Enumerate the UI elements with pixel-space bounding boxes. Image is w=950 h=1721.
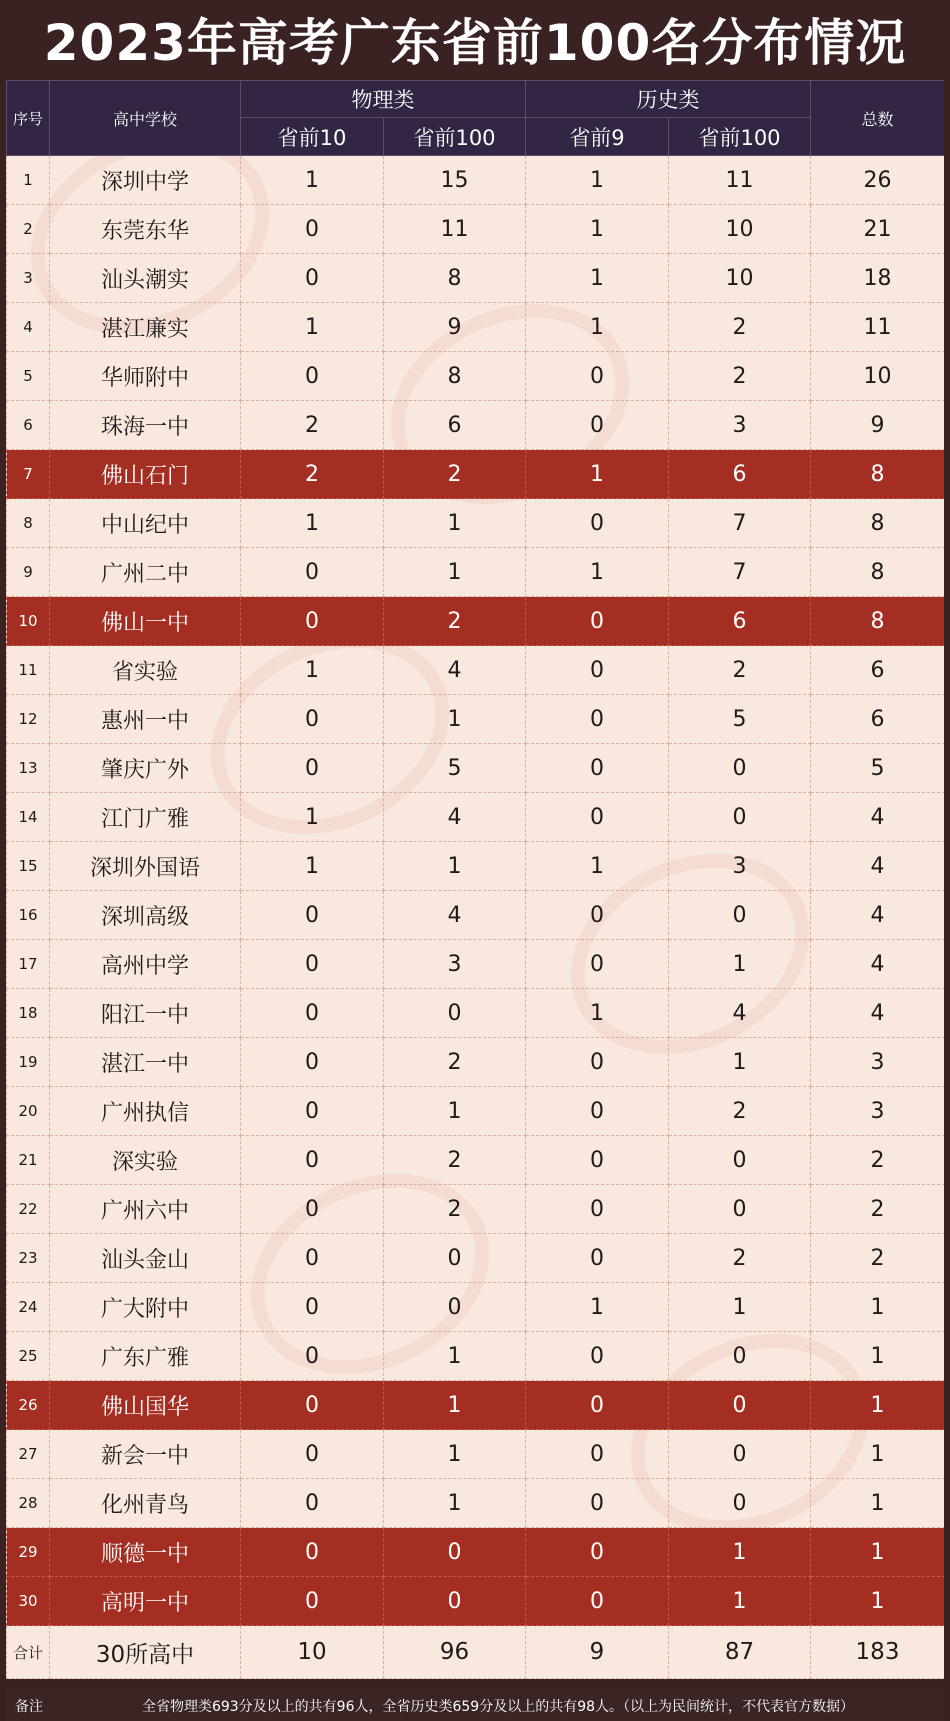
school-name: 湛江廉实 xyxy=(50,303,241,352)
header-hist-top100: 省前100 xyxy=(669,118,811,156)
physics-top100-count: 8 xyxy=(384,352,526,401)
table-row xyxy=(7,1136,945,1185)
table-row xyxy=(7,352,945,401)
school-name: 佛山国华 xyxy=(50,1381,241,1430)
row-index: 21 xyxy=(7,1136,50,1185)
table-row xyxy=(7,156,945,205)
history-top9-count: 0 xyxy=(526,1528,669,1577)
physics-top100-count: 2 xyxy=(384,1136,526,1185)
history-top100-count: 0 xyxy=(669,1381,811,1430)
physics-top100-count: 0 xyxy=(384,1528,526,1577)
school-name: 深圳高级 xyxy=(50,891,241,940)
physics-top100-count: 1 xyxy=(384,695,526,744)
totals-history-top9-count: 9 xyxy=(526,1626,669,1679)
physics-top100-count: 4 xyxy=(384,793,526,842)
history-top100-count: 11 xyxy=(669,156,811,205)
physics-top100-count: 0 xyxy=(384,989,526,1038)
total-count: 1 xyxy=(811,1283,945,1332)
physics-top10-count: 0 xyxy=(241,1430,384,1479)
table-row xyxy=(7,1283,945,1332)
page-title: 2023年高考广东省前100名分布情况 xyxy=(0,0,950,78)
row-index: 26 xyxy=(7,1381,50,1430)
total-count: 1 xyxy=(811,1381,945,1430)
totals-school-name: 30所高中 xyxy=(50,1626,241,1679)
physics-top100-count: 1 xyxy=(384,1087,526,1136)
physics-top100-count: 11 xyxy=(384,205,526,254)
history-top100-count: 3 xyxy=(669,842,811,891)
history-top9-count: 0 xyxy=(526,1185,669,1234)
history-top100-count: 10 xyxy=(669,205,811,254)
history-top100-count: 7 xyxy=(669,548,811,597)
row-index: 30 xyxy=(7,1577,50,1626)
history-top9-count: 1 xyxy=(526,205,669,254)
school-name: 广州二中 xyxy=(50,548,241,597)
history-top9-count: 0 xyxy=(526,744,669,793)
physics-top10-count: 2 xyxy=(241,401,384,450)
total-count: 2 xyxy=(811,1136,945,1185)
physics-top10-count: 0 xyxy=(241,597,384,646)
header-physics: 物理类 xyxy=(241,81,526,118)
school-name: 湛江一中 xyxy=(50,1038,241,1087)
row-index: 12 xyxy=(7,695,50,744)
table-row xyxy=(7,891,945,940)
totals-physics-top10-count: 10 xyxy=(241,1626,384,1679)
footnote-label: 备注 xyxy=(15,1698,43,1715)
row-index: 17 xyxy=(7,940,50,989)
row-index: 22 xyxy=(7,1185,50,1234)
total-count: 1 xyxy=(811,1430,945,1479)
history-top9-count: 0 xyxy=(526,793,669,842)
total-count: 18 xyxy=(811,254,945,303)
table-row xyxy=(7,1038,945,1087)
school-name: 中山纪中 xyxy=(50,499,241,548)
total-count: 1 xyxy=(811,1479,945,1528)
history-top100-count: 4 xyxy=(669,989,811,1038)
ranking-table xyxy=(6,80,944,1679)
total-count: 1 xyxy=(811,1528,945,1577)
total-count: 10 xyxy=(811,352,945,401)
row-index: 11 xyxy=(7,646,50,695)
table-row xyxy=(7,548,945,597)
total-count: 21 xyxy=(811,205,945,254)
school-name: 深圳外国语 xyxy=(50,842,241,891)
total-count: 11 xyxy=(811,303,945,352)
table-row xyxy=(7,499,945,548)
table-row xyxy=(7,1234,945,1283)
total-count: 3 xyxy=(811,1038,945,1087)
school-name: 深圳中学 xyxy=(50,156,241,205)
row-index: 13 xyxy=(7,744,50,793)
total-count: 8 xyxy=(811,597,945,646)
physics-top10-count: 0 xyxy=(241,548,384,597)
physics-top10-count: 0 xyxy=(241,352,384,401)
history-top9-count: 1 xyxy=(526,548,669,597)
table-row xyxy=(7,744,945,793)
history-top100-count: 0 xyxy=(669,891,811,940)
history-top100-count: 1 xyxy=(669,1528,811,1577)
row-index: 27 xyxy=(7,1430,50,1479)
history-top9-count: 1 xyxy=(526,303,669,352)
total-count: 8 xyxy=(811,450,945,499)
physics-top100-count: 2 xyxy=(384,1185,526,1234)
school-name: 广州执信 xyxy=(50,1087,241,1136)
history-top100-count: 2 xyxy=(669,1087,811,1136)
physics-top10-count: 0 xyxy=(241,254,384,303)
row-index: 10 xyxy=(7,597,50,646)
row-index: 4 xyxy=(7,303,50,352)
total-count: 1 xyxy=(811,1577,945,1626)
total-count: 2 xyxy=(811,1234,945,1283)
history-top9-count: 0 xyxy=(526,940,669,989)
row-index: 29 xyxy=(7,1528,50,1577)
physics-top10-count: 0 xyxy=(241,1038,384,1087)
history-top9-count: 0 xyxy=(526,1381,669,1430)
header-history: 历史类 xyxy=(526,81,811,118)
physics-top100-count: 2 xyxy=(384,1038,526,1087)
history-top9-count: 0 xyxy=(526,1087,669,1136)
history-top9-count: 0 xyxy=(526,1234,669,1283)
physics-top10-count: 0 xyxy=(241,1577,384,1626)
physics-top100-count: 4 xyxy=(384,891,526,940)
history-top100-count: 6 xyxy=(669,597,811,646)
table-row xyxy=(7,695,945,744)
physics-top10-count: 1 xyxy=(241,646,384,695)
physics-top10-count: 0 xyxy=(241,744,384,793)
physics-top100-count: 2 xyxy=(384,597,526,646)
history-top100-count: 0 xyxy=(669,1332,811,1381)
physics-top100-count: 9 xyxy=(384,303,526,352)
row-index: 28 xyxy=(7,1479,50,1528)
history-top100-count: 0 xyxy=(669,1479,811,1528)
physics-top10-count: 1 xyxy=(241,156,384,205)
physics-top100-count: 1 xyxy=(384,1430,526,1479)
history-top9-count: 1 xyxy=(526,156,669,205)
total-count: 4 xyxy=(811,793,945,842)
ranking-table-container xyxy=(6,80,944,1679)
history-top100-count: 2 xyxy=(669,646,811,695)
row-index: 18 xyxy=(7,989,50,1038)
total-count: 26 xyxy=(811,156,945,205)
header-hist-top9: 省前9 xyxy=(526,118,669,156)
physics-top10-count: 1 xyxy=(241,303,384,352)
row-index: 2 xyxy=(7,205,50,254)
school-name: 江门广雅 xyxy=(50,793,241,842)
history-top9-count: 1 xyxy=(526,989,669,1038)
physics-top100-count: 1 xyxy=(384,548,526,597)
physics-top10-count: 0 xyxy=(241,1283,384,1332)
physics-top100-count: 1 xyxy=(384,1381,526,1430)
physics-top10-count: 1 xyxy=(241,499,384,548)
physics-top10-count: 0 xyxy=(241,1136,384,1185)
school-name: 阳江一中 xyxy=(50,989,241,1038)
physics-top10-count: 0 xyxy=(241,1332,384,1381)
history-top100-count: 2 xyxy=(669,1234,811,1283)
physics-top100-count: 6 xyxy=(384,401,526,450)
table-row xyxy=(7,450,945,499)
history-top9-count: 0 xyxy=(526,1430,669,1479)
total-count: 6 xyxy=(811,646,945,695)
row-index: 9 xyxy=(7,548,50,597)
row-index: 24 xyxy=(7,1283,50,1332)
table-row xyxy=(7,646,945,695)
history-top100-count: 5 xyxy=(669,695,811,744)
school-name: 珠海一中 xyxy=(50,401,241,450)
physics-top100-count: 15 xyxy=(384,156,526,205)
school-name: 华师附中 xyxy=(50,352,241,401)
school-name: 汕头潮实 xyxy=(50,254,241,303)
total-count: 9 xyxy=(811,401,945,450)
row-index: 3 xyxy=(7,254,50,303)
history-top9-count: 0 xyxy=(526,1332,669,1381)
table-row xyxy=(7,254,945,303)
table-row xyxy=(7,1577,945,1626)
physics-top10-count: 0 xyxy=(241,989,384,1038)
row-index: 23 xyxy=(7,1234,50,1283)
table-row xyxy=(7,597,945,646)
total-count: 1 xyxy=(811,1332,945,1381)
history-top100-count: 7 xyxy=(669,499,811,548)
history-top100-count: 0 xyxy=(669,744,811,793)
row-index: 16 xyxy=(7,891,50,940)
physics-top10-count: 1 xyxy=(241,842,384,891)
school-name: 化州青鸟 xyxy=(50,1479,241,1528)
physics-top10-count: 0 xyxy=(241,1479,384,1528)
table-row xyxy=(7,1430,945,1479)
history-top9-count: 1 xyxy=(526,1283,669,1332)
table-row xyxy=(7,793,945,842)
table-row xyxy=(7,1381,945,1430)
school-name: 顺德一中 xyxy=(50,1528,241,1577)
physics-top10-count: 0 xyxy=(241,205,384,254)
history-top100-count: 0 xyxy=(669,793,811,842)
history-top100-count: 10 xyxy=(669,254,811,303)
total-count: 4 xyxy=(811,989,945,1038)
history-top9-count: 1 xyxy=(526,254,669,303)
total-count: 8 xyxy=(811,548,945,597)
total-count: 6 xyxy=(811,695,945,744)
physics-top10-count: 1 xyxy=(241,793,384,842)
history-top100-count: 2 xyxy=(669,303,811,352)
total-count: 2 xyxy=(811,1185,945,1234)
school-name: 高明一中 xyxy=(50,1577,241,1626)
history-top100-count: 0 xyxy=(669,1430,811,1479)
history-top9-count: 0 xyxy=(526,499,669,548)
history-top9-count: 0 xyxy=(526,1038,669,1087)
table-row xyxy=(7,303,945,352)
table-row xyxy=(7,1185,945,1234)
row-index: 8 xyxy=(7,499,50,548)
header-index: 序号 xyxy=(7,81,50,156)
physics-top10-count: 0 xyxy=(241,1185,384,1234)
physics-top10-count: 0 xyxy=(241,1234,384,1283)
row-index: 15 xyxy=(7,842,50,891)
row-index: 7 xyxy=(7,450,50,499)
history-top100-count: 1 xyxy=(669,1283,811,1332)
table-row xyxy=(7,1528,945,1577)
table-row xyxy=(7,1332,945,1381)
totals-total-count: 183 xyxy=(811,1626,945,1679)
history-top100-count: 2 xyxy=(669,352,811,401)
history-top100-count: 1 xyxy=(669,1577,811,1626)
physics-top100-count: 0 xyxy=(384,1577,526,1626)
history-top100-count: 3 xyxy=(669,401,811,450)
history-top100-count: 1 xyxy=(669,1038,811,1087)
physics-top10-count: 0 xyxy=(241,940,384,989)
total-count: 3 xyxy=(811,1087,945,1136)
physics-top100-count: 1 xyxy=(384,1479,526,1528)
history-top9-count: 0 xyxy=(526,1136,669,1185)
school-name: 惠州一中 xyxy=(50,695,241,744)
history-top9-count: 0 xyxy=(526,646,669,695)
history-top9-count: 0 xyxy=(526,891,669,940)
physics-top10-count: 0 xyxy=(241,891,384,940)
history-top9-count: 0 xyxy=(526,401,669,450)
history-top9-count: 1 xyxy=(526,842,669,891)
row-index: 6 xyxy=(7,401,50,450)
physics-top100-count: 0 xyxy=(384,1283,526,1332)
header-total: 总数 xyxy=(811,81,945,156)
physics-top100-count: 4 xyxy=(384,646,526,695)
history-top100-count: 0 xyxy=(669,1136,811,1185)
physics-top100-count: 2 xyxy=(384,450,526,499)
table-row xyxy=(7,1087,945,1136)
school-name: 深实验 xyxy=(50,1136,241,1185)
history-top100-count: 0 xyxy=(669,1185,811,1234)
physics-top100-count: 8 xyxy=(384,254,526,303)
totals-history-top100-count: 87 xyxy=(669,1626,811,1679)
physics-top10-count: 0 xyxy=(241,1087,384,1136)
school-name: 佛山一中 xyxy=(50,597,241,646)
header-phys-top10: 省前10 xyxy=(241,118,384,156)
physics-top100-count: 1 xyxy=(384,1332,526,1381)
table-row xyxy=(7,989,945,1038)
history-top9-count: 0 xyxy=(526,597,669,646)
physics-top100-count: 1 xyxy=(384,842,526,891)
history-top9-count: 0 xyxy=(526,352,669,401)
history-top100-count: 6 xyxy=(669,450,811,499)
row-index: 25 xyxy=(7,1332,50,1381)
totals-row-index: 合计 xyxy=(7,1626,50,1679)
school-name: 广东广雅 xyxy=(50,1332,241,1381)
physics-top100-count: 3 xyxy=(384,940,526,989)
footnote-bar xyxy=(6,1690,944,1721)
table-row xyxy=(7,401,945,450)
school-name: 广大附中 xyxy=(50,1283,241,1332)
school-name: 东莞东华 xyxy=(50,205,241,254)
history-top9-count: 0 xyxy=(526,1577,669,1626)
history-top9-count: 1 xyxy=(526,450,669,499)
footnote-text: 全省物理类693分及以上的共有96人，全省历史类659分及以上的共有98人。（以上为民间统计，不代表官方数据） xyxy=(141,1698,855,1715)
total-count: 4 xyxy=(811,842,945,891)
history-top9-count: 0 xyxy=(526,695,669,744)
table-row xyxy=(7,940,945,989)
header-phys-top100: 省前100 xyxy=(384,118,526,156)
physics-top10-count: 0 xyxy=(241,695,384,744)
row-index: 1 xyxy=(7,156,50,205)
school-name: 汕头金山 xyxy=(50,1234,241,1283)
physics-top100-count: 1 xyxy=(384,499,526,548)
school-name: 佛山石门 xyxy=(50,450,241,499)
school-name: 广州六中 xyxy=(50,1185,241,1234)
school-name: 新会一中 xyxy=(50,1430,241,1479)
totals-row xyxy=(7,1626,945,1679)
total-count: 5 xyxy=(811,744,945,793)
total-count: 4 xyxy=(811,940,945,989)
physics-top100-count: 5 xyxy=(384,744,526,793)
history-top9-count: 0 xyxy=(526,1479,669,1528)
row-index: 5 xyxy=(7,352,50,401)
physics-top10-count: 0 xyxy=(241,1528,384,1577)
total-count: 4 xyxy=(811,891,945,940)
physics-top10-count: 0 xyxy=(241,1381,384,1430)
table-row xyxy=(7,205,945,254)
row-index: 20 xyxy=(7,1087,50,1136)
school-name: 省实验 xyxy=(50,646,241,695)
row-index: 19 xyxy=(7,1038,50,1087)
physics-top10-count: 2 xyxy=(241,450,384,499)
totals-physics-top100-count: 96 xyxy=(384,1626,526,1679)
school-name: 高州中学 xyxy=(50,940,241,989)
table-row xyxy=(7,1479,945,1528)
history-top100-count: 1 xyxy=(669,940,811,989)
physics-top100-count: 0 xyxy=(384,1234,526,1283)
school-name: 肇庆广外 xyxy=(50,744,241,793)
row-index: 14 xyxy=(7,793,50,842)
total-count: 8 xyxy=(811,499,945,548)
header-school: 高中学校 xyxy=(50,81,241,156)
table-row xyxy=(7,842,945,891)
